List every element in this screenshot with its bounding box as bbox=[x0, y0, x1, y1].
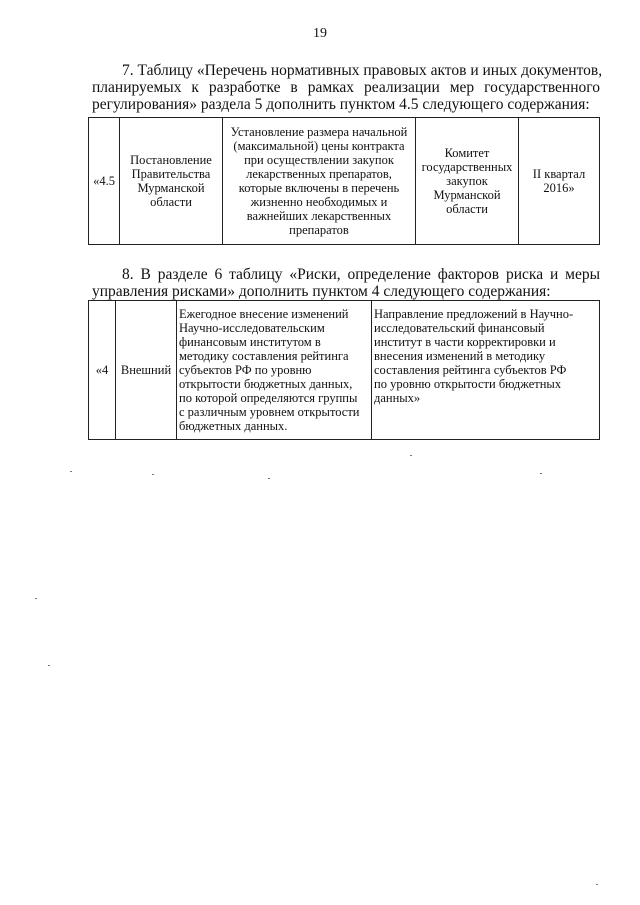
scan-speck bbox=[70, 471, 72, 472]
cell-line: по уровню открытости бюджетных bbox=[374, 377, 562, 391]
cell-line: Научно-исследовательским bbox=[179, 321, 325, 335]
cell-line: которые включены в перечень bbox=[238, 181, 400, 195]
page-number: 19 bbox=[313, 26, 327, 41]
section8-line: 8. В разделе 6 таблицу «Риски, определение факторов риска и меры bbox=[122, 266, 600, 283]
cell-line: Комитет bbox=[444, 146, 490, 160]
cell-line: важнейших лекарственных bbox=[246, 209, 392, 223]
item-number: «4 bbox=[95, 363, 109, 377]
risk-type: Внешний bbox=[120, 363, 172, 377]
cell-line: институт в части корректировки и bbox=[374, 335, 556, 349]
scan-speck bbox=[35, 598, 37, 599]
risk-factor-cell bbox=[177, 301, 372, 440]
section8-paragraph bbox=[92, 266, 600, 300]
section7-table bbox=[88, 117, 600, 245]
cell-line: Постановление bbox=[130, 153, 212, 167]
cell-line: II квартал bbox=[532, 167, 586, 181]
cell-line: закупок bbox=[446, 174, 488, 188]
cell-line: Направление предложений в Научно- bbox=[374, 307, 574, 321]
cell-line: финансовым институтом в bbox=[179, 335, 321, 349]
cell-line: области bbox=[150, 195, 192, 209]
section8-line: управления рисками» дополнить пунктом 4 следующего содержания: bbox=[92, 283, 551, 300]
scan-speck bbox=[596, 884, 598, 885]
cell-line: методику составления рейтинга bbox=[179, 349, 349, 363]
cell-line: лекарственных препаратов, bbox=[246, 167, 392, 181]
scan-speck bbox=[48, 665, 50, 666]
cell-line: данных» bbox=[374, 391, 421, 405]
scan-speck bbox=[152, 474, 154, 475]
scan-speck bbox=[410, 455, 412, 456]
cell-line: Мурманской bbox=[137, 181, 205, 195]
cell-line: (максимальной) цены контракта bbox=[233, 139, 405, 153]
cell-line: с различным уровнем открытости bbox=[179, 405, 360, 419]
cell-line: при осуществлении закупок bbox=[244, 153, 394, 167]
risk-type-cell bbox=[116, 301, 177, 440]
deadline-cell bbox=[519, 118, 600, 245]
document-type-cell bbox=[120, 118, 223, 245]
scan-speck bbox=[540, 473, 542, 474]
cell-line: исследовательский финансовый bbox=[374, 321, 545, 335]
executor-cell bbox=[416, 118, 519, 245]
cell-line: по которой определяются группы bbox=[179, 391, 358, 405]
cell-line: открытости бюджетных данных, bbox=[179, 377, 353, 391]
item-number: «4.5 bbox=[93, 174, 115, 188]
section8-table bbox=[88, 300, 600, 440]
section7-line: 7. Таблицу «Перечень нормативных правовых актов и иных документов, bbox=[122, 62, 603, 79]
cell-line: внесения изменений в методику bbox=[374, 349, 546, 363]
cell-line: Установление размера начальной bbox=[230, 125, 408, 139]
cell-line: препаратов bbox=[289, 223, 349, 237]
subject-cell bbox=[223, 118, 416, 245]
item-number-cell bbox=[89, 301, 116, 440]
risk-measures-cell bbox=[372, 301, 600, 440]
cell-line: составления рейтинга субъектов РФ bbox=[374, 363, 567, 377]
cell-line: бюджетных данных. bbox=[179, 419, 288, 433]
table-row bbox=[89, 118, 600, 245]
section7-paragraph bbox=[92, 62, 603, 113]
section7-line: регулирования» раздела 5 дополнить пунктом 4.5 следующего содержания: bbox=[92, 96, 590, 113]
cell-line: Правительства bbox=[131, 167, 211, 181]
scan-speck bbox=[268, 478, 270, 479]
cell-line: жизненно необходимых и bbox=[250, 195, 388, 209]
cell-line: 2016» bbox=[543, 181, 575, 195]
section7-line: планируемых к разработке в рамках реализации мер государственного bbox=[92, 79, 600, 96]
cell-line: субъектов РФ по уровню bbox=[179, 363, 312, 377]
table-row bbox=[89, 301, 600, 440]
cell-line: области bbox=[446, 202, 488, 216]
cell-line: Мурманской bbox=[433, 188, 501, 202]
cell-line: государственных bbox=[421, 160, 513, 174]
item-number-cell bbox=[89, 118, 120, 245]
cell-line: Ежегодное внесение изменений bbox=[179, 307, 349, 321]
